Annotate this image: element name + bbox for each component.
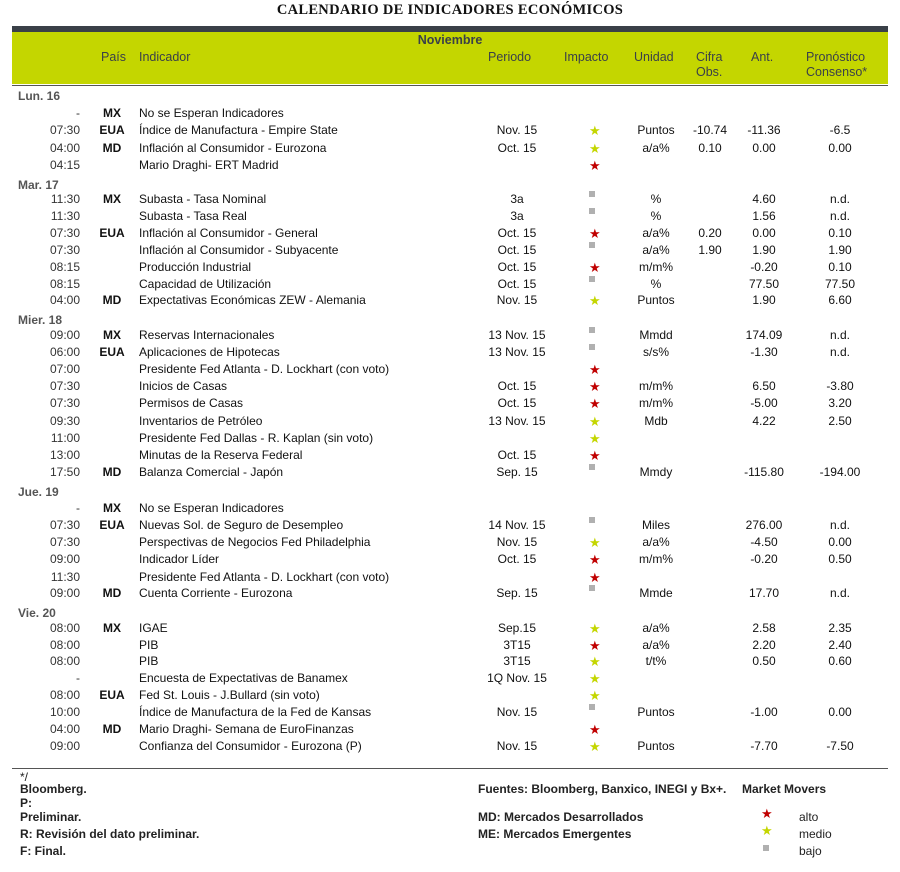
period-cell: Nov. 15 [496, 123, 538, 137]
table-row [12, 517, 888, 534]
footnote-p: P: [20, 796, 32, 810]
unit-cell: a/a% [642, 621, 670, 635]
table-row [12, 276, 888, 293]
me-note: ME: Mercados Emergentes [478, 827, 632, 841]
day-label: Vie. 20 [18, 606, 56, 620]
legend-medio-icon: ★ [761, 823, 773, 838]
forecast-cell: 0.60 [828, 654, 852, 668]
table-row [12, 242, 888, 259]
col-header-pronostico: Pronóstico [806, 50, 866, 64]
indicator-cell: Subasta - Tasa Nominal [139, 192, 267, 206]
actual-cell: 0.10 [698, 141, 722, 155]
indicator-cell: Inflación al Consumidor - Subyacente [139, 243, 339, 257]
previous-cell: 1.56 [752, 209, 776, 223]
period-cell: 13 Nov. 15 [488, 414, 546, 428]
market-movers-title: Market Movers [742, 782, 827, 796]
unit-cell: a/a% [642, 243, 670, 257]
legend-alto-label: alto [799, 810, 819, 824]
col-header-ant: Ant. [751, 50, 774, 64]
indicator-cell: Mario Draghi- Semana de EuroFinanzas [139, 722, 354, 736]
previous-cell: 2.58 [752, 621, 776, 635]
previous-cell: 276.00 [745, 518, 783, 532]
indicator-cell: Nuevas Sol. de Seguro de Desempleo [139, 518, 344, 532]
table-row: 04:00 MD Mario Draghi- Semana de EuroFinanzas ★ [12, 721, 888, 738]
unit-cell: Mmdd [639, 328, 673, 342]
indicator-cell: Reservas Internacionales [139, 328, 275, 342]
col-header-unidad: Unidad [634, 50, 674, 64]
country-cell: MX [103, 621, 121, 635]
indicator-cell: Mario Draghi- ERT Madrid [139, 158, 279, 172]
table-row: 04:15 Mario Draghi- ERT Madrid ★ [12, 157, 888, 174]
footnote-final: F: Final. [20, 844, 66, 858]
time-cell: 07:30 [49, 535, 80, 549]
forecast-cell: 0.50 [828, 552, 852, 566]
indicator-cell: Encuesta de Expectativas de Banamex [139, 671, 348, 685]
country-cell: EUA [99, 123, 125, 137]
country-cell: MD [102, 586, 122, 600]
table-row: 07:30 Permisos de Casas Oct. 15 m/m% -5.00 3.20 ★ [12, 395, 888, 412]
time-cell: 11:30 [50, 192, 80, 206]
table-row [12, 500, 888, 517]
period-cell: Nov. 15 [496, 705, 538, 719]
country-cell: MX [103, 328, 121, 342]
country-cell: MD [102, 465, 122, 479]
forecast-cell: 2.50 [828, 414, 852, 428]
previous-cell: -0.20 [750, 260, 778, 274]
time-cell: 07:30 [49, 226, 80, 240]
table-row [12, 191, 888, 208]
table-row [12, 704, 888, 721]
col-header-obs: Obs. [696, 65, 723, 79]
time-cell: 04:00 [49, 141, 80, 155]
time-cell: 08:00 [49, 621, 80, 635]
indicator-cell: Índice de Manufactura de la Fed de Kansas [139, 705, 372, 719]
table-row: 09:00 Confianza del Consumidor - Eurozona (P) Nov. 15 Puntos -7.70 -7.50 ★ [12, 738, 888, 755]
country-cell: EUA [99, 688, 125, 702]
period-cell: Oct. 15 [497, 396, 537, 410]
table-row [12, 208, 888, 225]
time-cell: - [76, 671, 80, 685]
forecast-cell: 0.00 [828, 535, 852, 549]
unit-cell: a/a% [642, 226, 670, 240]
time-cell: 04:15 [49, 158, 80, 172]
indicator-cell: Aplicaciones de Hipotecas [139, 345, 280, 359]
legend-alto-icon: ★ [761, 806, 773, 821]
table-row: 08:00 PIB 3T15 t/t% 0.50 0.60 ★ [12, 653, 888, 670]
md-note: MD: Mercados Desarrollados [478, 810, 644, 824]
unit-cell: Puntos [637, 293, 675, 307]
indicator-cell: Fed St. Louis - J.Bullard (sin voto) [139, 688, 320, 702]
previous-cell: 0.50 [752, 654, 776, 668]
actual-cell: -10.74 [692, 123, 728, 137]
table-row: 04:00 MD Expectativas Económicas ZEW - Alemania Nov. 15 Puntos 1.90 6.60 ★ [12, 292, 888, 309]
month-header: Noviembre [12, 32, 888, 48]
forecast-cell: 6.60 [828, 293, 852, 307]
forecast-cell: 0.10 [828, 260, 852, 274]
table-row: 11:00 Presidente Fed Dallas - R. Kaplan (sin voto) ★ [12, 430, 888, 447]
col-header-consenso: Consenso* [806, 65, 868, 79]
footnote-preliminar: Preliminar. [20, 810, 82, 824]
time-cell: 06:00 [49, 345, 80, 359]
country-cell: MD [102, 293, 122, 307]
time-cell: 08:00 [49, 638, 80, 652]
col-header-periodo: Periodo [488, 50, 532, 64]
period-cell: Nov. 15 [496, 535, 538, 549]
unit-cell: % [650, 209, 662, 223]
time-cell: 11:30 [50, 570, 80, 584]
day-header [12, 484, 888, 501]
table-row: 08:15 Producción Industrial Oct. 15 m/m% -0.20 0.10 ★ [12, 259, 888, 276]
time-cell: 17:50 [49, 465, 80, 479]
unit-cell: t/t% [645, 654, 667, 668]
time-cell: 11:00 [50, 431, 80, 445]
day-label: Mar. 17 [18, 178, 59, 192]
legend-bajo-icon [763, 845, 769, 851]
time-cell: 09:00 [49, 739, 80, 753]
period-cell: 1Q Nov. 15 [487, 671, 547, 685]
table-row: 09:30 Inventarios de Petróleo 13 Nov. 15 Mdb 4.22 2.50 ★ [12, 413, 888, 430]
previous-cell: 6.50 [752, 379, 776, 393]
day-header [12, 88, 888, 105]
forecast-cell: 2.35 [828, 621, 852, 635]
forecast-cell: n.d. [829, 192, 850, 206]
previous-cell: -1.00 [750, 705, 778, 719]
indicator-cell: Balanza Comercial - Japón [139, 465, 284, 479]
previous-cell: 77.50 [748, 277, 780, 291]
indicator-cell: Inflación al Consumidor - Eurozona [139, 141, 327, 155]
forecast-cell: -3.80 [826, 379, 854, 393]
indicator-cell: PIB [139, 654, 159, 668]
indicator-cell: Permisos de Casas [139, 396, 244, 410]
time-cell: 09:00 [49, 552, 80, 566]
time-cell: 08:15 [49, 260, 80, 274]
country-cell: MX [103, 106, 121, 120]
unit-cell: m/m% [639, 396, 673, 410]
forecast-cell: n.d. [829, 209, 850, 223]
indicator-cell: Presidente Fed Dallas - R. Kaplan (sin voto) [139, 431, 374, 445]
indicator-cell: Expectativas Económicas ZEW - Alemania [139, 293, 366, 307]
unit-cell: m/m% [639, 379, 673, 393]
indicator-cell: Producción Industrial [139, 260, 252, 274]
table-row: 07:30 EUA Inflación al Consumidor - General Oct. 15 a/a% 0.20 0.00 0.10 ★ [12, 225, 888, 242]
forecast-cell: n.d. [829, 518, 850, 532]
period-cell: Oct. 15 [497, 379, 537, 393]
unit-cell: Puntos [637, 739, 675, 753]
indicator-cell: Inflación al Consumidor - General [139, 226, 318, 240]
forecast-cell: n.d. [829, 586, 850, 600]
col-header-pais: País [101, 50, 127, 64]
period-cell: Oct. 15 [497, 552, 537, 566]
period-cell: 3T15 [503, 638, 531, 652]
country-cell: MX [103, 192, 121, 206]
unit-cell: Puntos [637, 705, 675, 719]
previous-cell: 4.22 [752, 414, 776, 428]
table-row: 08:00 MX IGAE Sep.15 a/a% 2.58 2.35 ★ [12, 620, 888, 637]
time-cell: - [76, 501, 80, 515]
period-cell: Sep. 15 [496, 465, 538, 479]
period-cell: Nov. 15 [496, 293, 538, 307]
legend-medio-label: medio [799, 827, 832, 841]
previous-cell: 1.90 [752, 293, 776, 307]
unit-cell: Mmde [639, 586, 673, 600]
indicator-cell: Indicador Líder [139, 552, 220, 566]
table-row: 07:00 Presidente Fed Atlanta - D. Lockhart (con voto) ★ [12, 361, 888, 378]
period-cell: Oct. 15 [497, 277, 537, 291]
time-cell: 07:30 [49, 518, 80, 532]
indicator-cell: No se Esperan Indicadores [139, 106, 284, 120]
table-row: 11:30 Presidente Fed Atlanta - D. Lockhart (con voto) ★ [12, 569, 888, 586]
forecast-cell: 0.10 [828, 226, 852, 240]
previous-cell: -7.70 [750, 739, 778, 753]
indicator-cell: Capacidad de Utilización [139, 277, 272, 291]
country-cell: MD [102, 141, 122, 155]
unit-cell: a/a% [642, 535, 670, 549]
previous-cell: -115.80 [744, 465, 784, 479]
indicator-cell: Inicios de Casas [139, 379, 228, 393]
time-cell: 07:30 [49, 379, 80, 393]
unit-cell: m/m% [639, 260, 673, 274]
previous-cell: 2.20 [752, 638, 776, 652]
indicator-cell: Inventarios de Petróleo [139, 414, 263, 428]
unit-cell: Mdb [644, 414, 668, 428]
period-cell: 14 Nov. 15 [488, 518, 546, 532]
indicator-cell: No se Esperan Indicadores [139, 501, 284, 515]
table-row [12, 585, 888, 602]
previous-cell: 4.60 [752, 192, 776, 206]
previous-cell: 17.70 [748, 586, 780, 600]
unit-cell: s/s% [642, 345, 669, 359]
time-cell: 08:15 [49, 277, 80, 291]
forecast-cell: 0.00 [828, 705, 852, 719]
legend-bajo-label: bajo [799, 844, 822, 858]
previous-cell: 174.09 [745, 328, 783, 342]
forecast-cell: 77.50 [824, 277, 856, 291]
day-label: Jue. 19 [18, 485, 59, 499]
col-header-indicador: Indicador [139, 50, 191, 64]
period-cell: 13 Nov. 15 [488, 345, 546, 359]
table-row: 04:00 MD Inflación al Consumidor - Eurozona Oct. 15 a/a% 0.10 0.00 0.00 ★ [12, 140, 888, 157]
table-row: 13:00 Minutas de la Reserva Federal Oct. 15 ★ [12, 447, 888, 464]
time-cell: 08:00 [49, 688, 80, 702]
footnote-revision: R: Revisión del dato preliminar. [20, 827, 200, 841]
period-cell: Nov. 15 [496, 739, 538, 753]
column-headers [12, 48, 888, 84]
period-cell: Oct. 15 [497, 141, 537, 155]
period-cell: Sep. 15 [496, 586, 538, 600]
previous-cell: 0.00 [752, 141, 776, 155]
forecast-cell: 3.20 [828, 396, 852, 410]
indicator-cell: Subasta - Tasa Real [139, 209, 247, 223]
indicator-cell: PIB [139, 638, 159, 652]
period-cell: Oct. 15 [497, 226, 537, 240]
footnote-bloomberg: Bloomberg. [20, 782, 87, 796]
col-header-cifra: Cifra [696, 50, 723, 64]
forecast-cell: -7.50 [826, 739, 854, 753]
time-cell: 04:00 [49, 722, 80, 736]
table-row [12, 105, 888, 122]
period-cell: Oct. 15 [497, 243, 537, 257]
period-cell: Oct. 15 [497, 260, 537, 274]
indicator-cell: Minutas de la Reserva Federal [139, 448, 303, 462]
sources-note: Fuentes: Bloomberg, Banxico, INEGI y Bx+. [478, 782, 727, 796]
previous-cell: -1.30 [750, 345, 778, 359]
previous-cell: 0.00 [752, 226, 776, 240]
time-cell: 09:00 [49, 586, 80, 600]
table-row: 09:00 Indicador Líder Oct. 15 m/m% -0.20 0.50 ★ [12, 551, 888, 568]
table-row [12, 464, 888, 481]
table-row: 08:00 EUA Fed St. Louis - J.Bullard (sin voto) ★ [12, 687, 888, 704]
forecast-cell: 2.40 [828, 638, 852, 652]
time-cell: - [76, 106, 80, 120]
table-row: 07:30 Perspectivas de Negocios Fed Philadelphia Nov. 15 a/a% -4.50 0.00 ★ [12, 534, 888, 551]
country-cell: MX [103, 501, 121, 515]
period-cell: 3a [510, 192, 524, 206]
forecast-cell: n.d. [829, 328, 850, 342]
previous-cell: -4.50 [750, 535, 778, 549]
time-cell: 07:30 [49, 396, 80, 410]
time-cell: 13:00 [49, 448, 80, 462]
unit-cell: Mmdy [639, 465, 673, 479]
forecast-cell: 0.00 [828, 141, 852, 155]
period-cell: Sep.15 [497, 621, 537, 635]
previous-cell: -11.36 [747, 123, 781, 137]
unit-cell: % [650, 192, 662, 206]
time-cell: 11:30 [50, 209, 80, 223]
table-row [12, 327, 888, 344]
table-row: - Encuesta de Expectativas de Banamex 1Q Nov. 15 ★ [12, 670, 888, 687]
table-row: 08:00 PIB 3T15 a/a% 2.20 2.40 ★ [12, 637, 888, 654]
period-cell: Oct. 15 [497, 448, 537, 462]
header-divider [12, 85, 888, 86]
unit-cell: Miles [641, 518, 670, 532]
previous-cell: -5.00 [750, 396, 778, 410]
country-cell: EUA [99, 226, 125, 240]
day-label: Mier. 18 [18, 313, 63, 327]
time-cell: 07:30 [49, 123, 80, 137]
actual-cell: 0.20 [698, 226, 722, 240]
indicator-cell: Índice de Manufactura - Empire State [139, 123, 338, 137]
table-row [12, 344, 888, 361]
period-cell: 13 Nov. 15 [488, 328, 546, 342]
time-cell: 10:00 [49, 705, 80, 719]
table-row: 07:30 EUA Índice de Manufactura - Empire State Nov. 15 Puntos -10.74 -11.36 -6.5 ★ [12, 122, 888, 139]
indicator-cell: Cuenta Corriente - Eurozona [139, 586, 293, 600]
day-label: Lun. 16 [18, 89, 61, 103]
country-cell: EUA [99, 518, 125, 532]
page-title: CALENDARIO DE INDICADORES ECONÓMICOS [276, 2, 624, 18]
time-cell: 07:00 [49, 362, 80, 376]
footer-divider [12, 768, 888, 769]
indicator-cell: Presidente Fed Atlanta - D. Lockhart (con voto) [139, 570, 390, 584]
forecast-cell: n.d. [829, 345, 850, 359]
time-cell: 08:00 [49, 654, 80, 668]
country-cell: EUA [99, 345, 125, 359]
period-cell: 3T15 [503, 654, 531, 668]
unit-cell: % [650, 277, 662, 291]
col-header-impacto: Impacto [564, 50, 609, 64]
unit-cell: a/a% [642, 638, 670, 652]
time-cell: 09:00 [49, 328, 80, 342]
forecast-cell: -194.00 [819, 465, 861, 479]
indicator-cell: Presidente Fed Atlanta - D. Lockhart (con voto) [139, 362, 390, 376]
table-row: 07:30 Inicios de Casas Oct. 15 m/m% 6.50 -3.80 ★ [12, 378, 888, 395]
country-cell: MD [102, 722, 122, 736]
period-cell: 3a [510, 209, 524, 223]
footnote-mark: */ [20, 770, 29, 784]
unit-cell: m/m% [639, 552, 673, 566]
previous-cell: -0.20 [750, 552, 778, 566]
indicator-cell: Perspectivas de Negocios Fed Philadelphia [139, 535, 371, 549]
time-cell: 09:30 [49, 414, 80, 428]
indicator-cell: IGAE [139, 621, 168, 635]
actual-cell: 1.90 [698, 243, 722, 257]
previous-cell: 1.90 [752, 243, 776, 257]
unit-cell: a/a% [642, 141, 670, 155]
forecast-cell: 1.90 [828, 243, 852, 257]
time-cell: 07:30 [49, 243, 80, 257]
time-cell: 04:00 [49, 293, 80, 307]
forecast-cell: -6.5 [829, 123, 851, 137]
indicator-cell: Confianza del Consumidor - Eurozona (P) [139, 739, 362, 753]
unit-cell: Puntos [637, 123, 675, 137]
